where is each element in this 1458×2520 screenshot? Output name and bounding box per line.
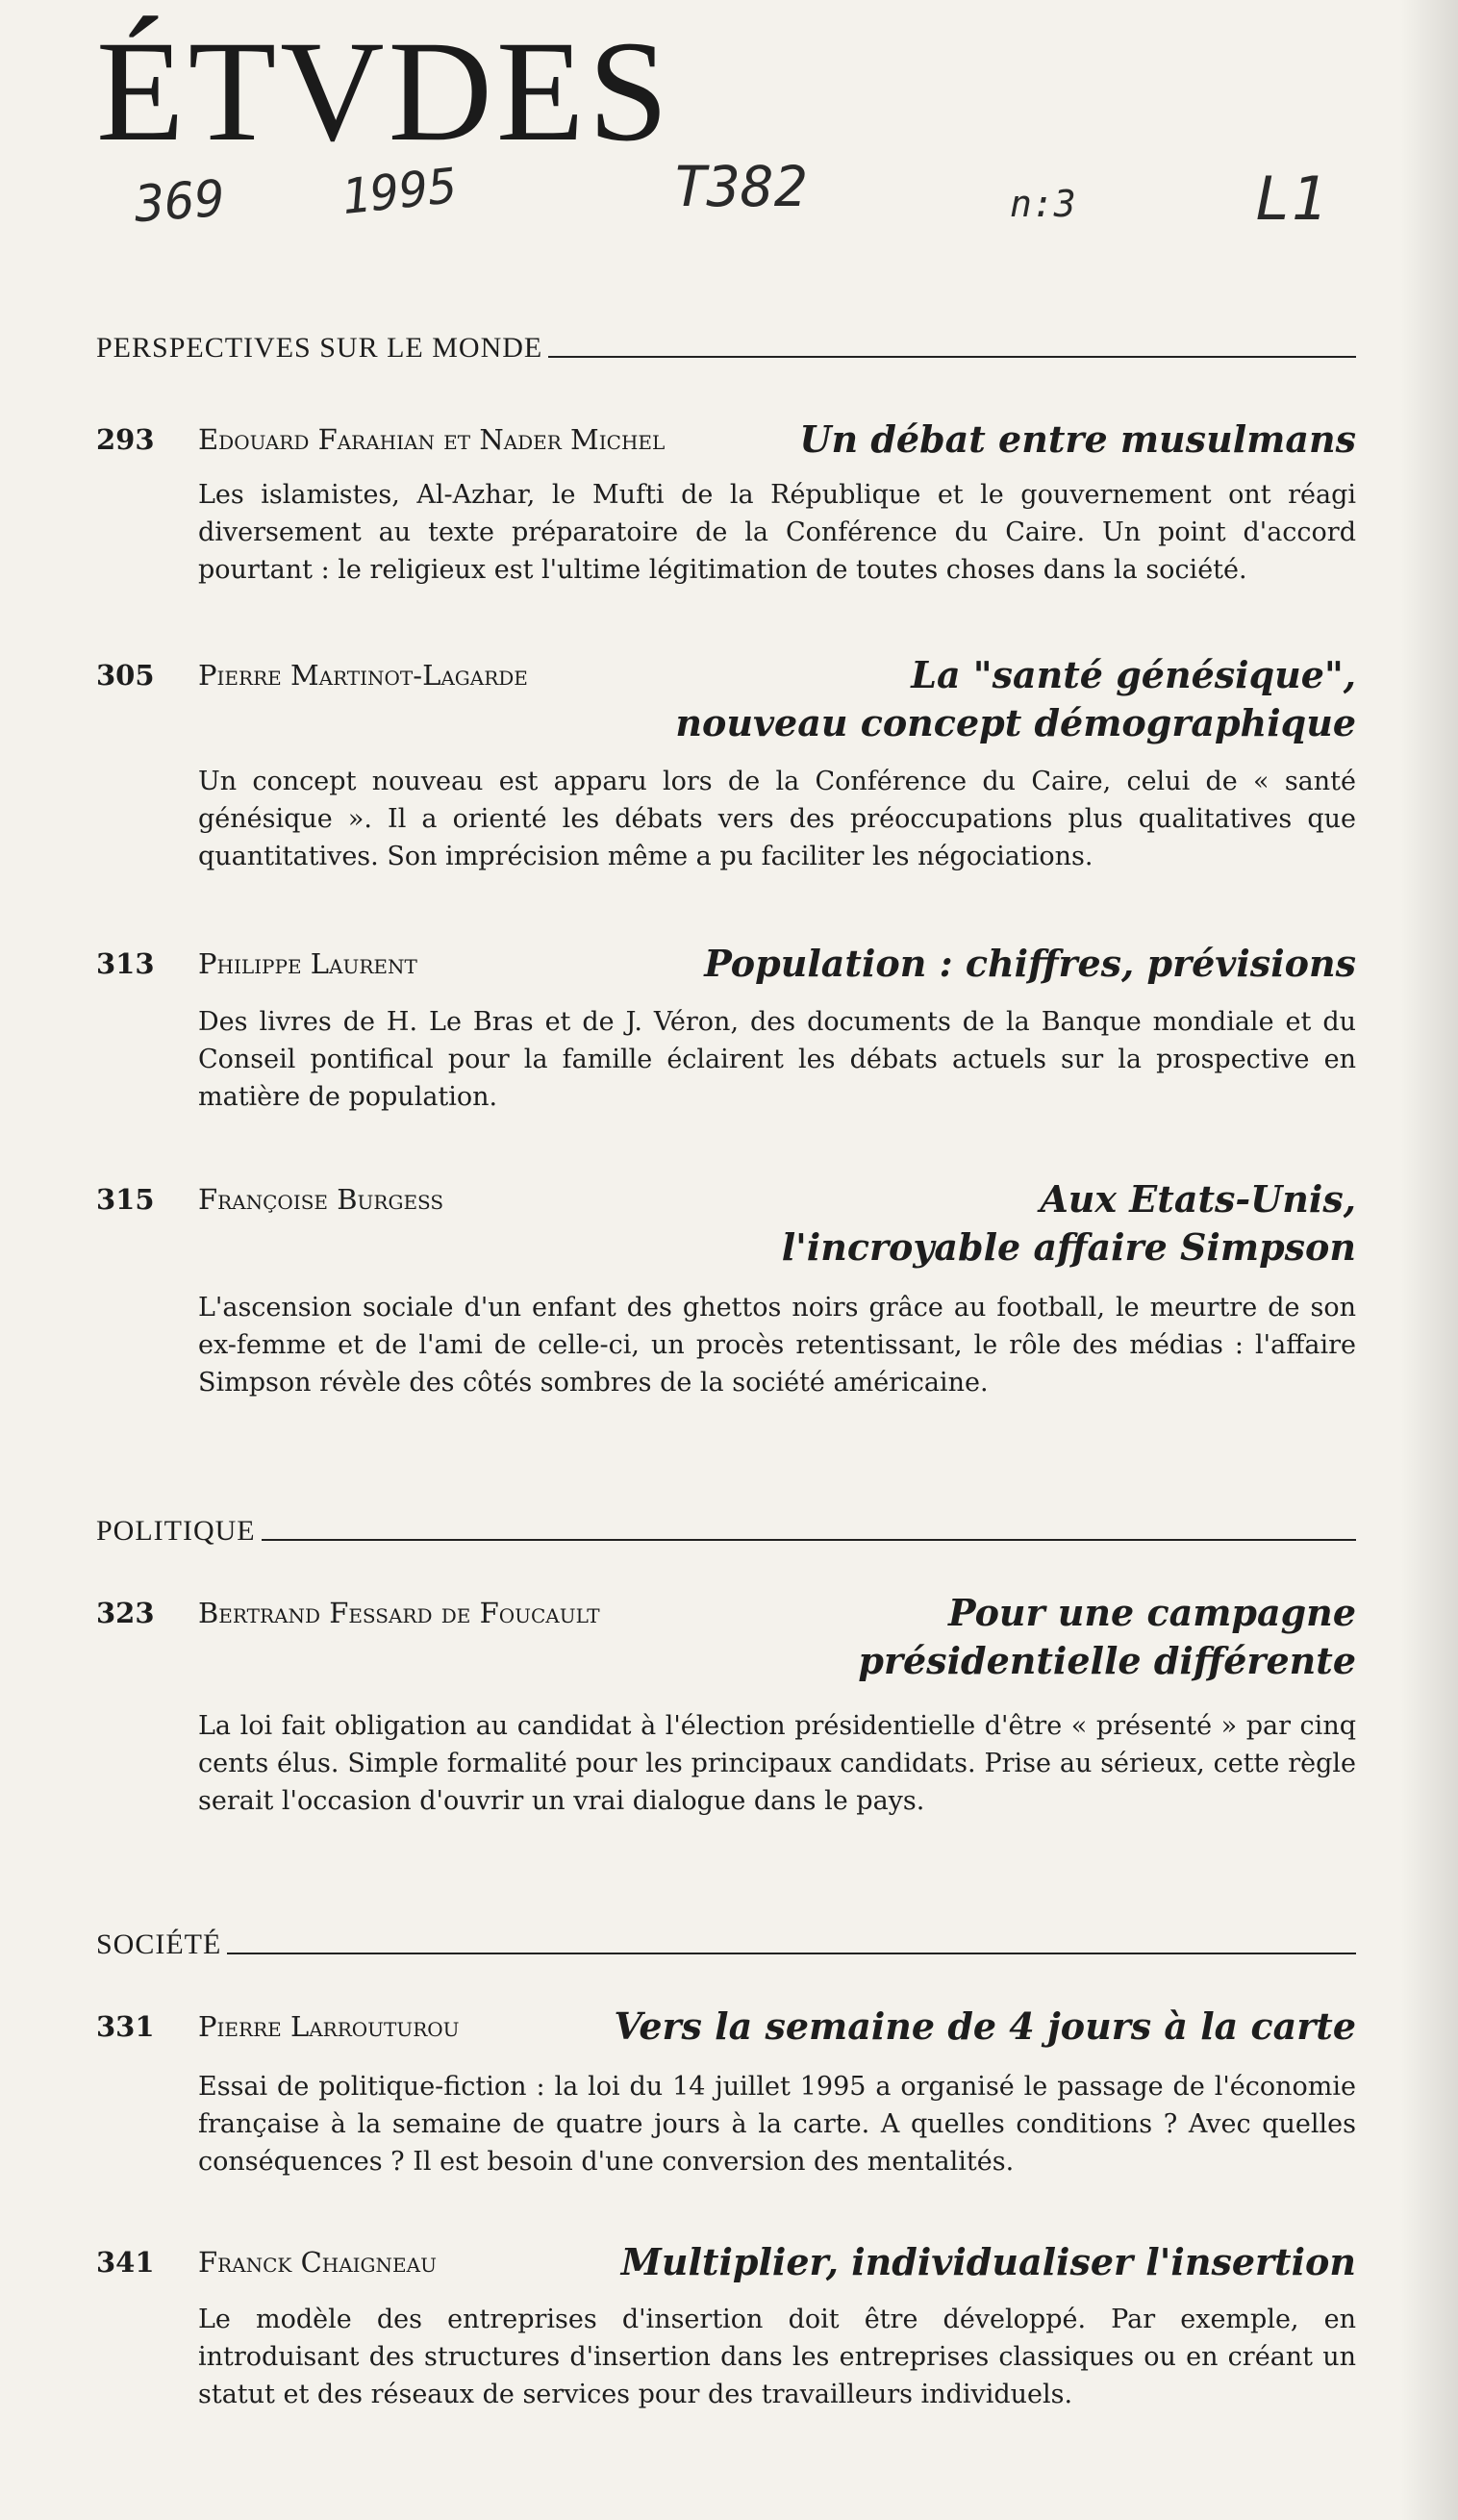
handwritten-note: T382 [673, 154, 808, 219]
article-author: Edouard Farahian et Nader Michel [198, 423, 666, 456]
article-description: Des livres de H. Le Bras et de J. Véron, des documents de la Banque mondiale et du Conseil pontifical pour la famille éclairent les débats actuels sur la prospective en matière de population. [198, 1007, 1356, 1112]
section-heading-label: PERSPECTIVES SUR LE MONDE [96, 332, 543, 364]
handwritten-note: 1995 [339, 157, 461, 226]
article-author: Pierre Martinot-Lagarde [198, 659, 528, 692]
article-title: La "santé génésique", nouveau concept démographique [675, 653, 1356, 744]
article-author: Françoise Burgess [198, 1183, 444, 1216]
article-title: Multiplier, individualiser l'insertion [620, 2240, 1356, 2283]
section-heading [96, 1515, 1356, 1548]
page-number: 315 [96, 1183, 155, 1216]
journal-masthead: ÉTVDES [96, 12, 672, 171]
section-heading [96, 1928, 1356, 1961]
handwritten-note: L1 [1255, 164, 1327, 234]
article-author: Philippe Laurent [198, 947, 417, 980]
article-title: Aux Etats-Unis, l'incroyable affaire Simpson [781, 1177, 1356, 1269]
article-description: Un concept nouveau est apparu lors de la Conférence du Caire, celui de « santé génésique ». Il a orienté les débats vers des préoccupations plus qualitatives que quantitatives. Son imprécision même a pu faciliter les négociations. [198, 767, 1356, 871]
article-title: Pour une campagne présidentielle différente [858, 1591, 1356, 1682]
page-number: 323 [96, 1597, 155, 1629]
handwritten-annotations [0, 154, 1458, 250]
section-heading-label: SOCIÉTÉ [96, 1928, 222, 1960]
page-number: 341 [96, 2246, 155, 2279]
page-number: 305 [96, 659, 155, 692]
article-description: Les islamistes, Al-Azhar, le Mufti de la République et le gouvernement ont réagi diversement au texte préparatoire de la Conférence du Caire. Un point d'accord pourtant : le religieux est l'ultime légitimation de toutes choses dans la société. [198, 480, 1356, 585]
page-number: 331 [96, 2010, 155, 2043]
article-author: Bertrand Fessard de Foucault [198, 1597, 600, 1629]
handwritten-note: n:3 [1010, 183, 1076, 225]
article-title: Un débat entre musulmans [799, 417, 1356, 461]
article-title: Population : chiffres, prévisions [704, 942, 1356, 985]
page-number: 313 [96, 947, 155, 980]
article-author: Franck Chaigneau [198, 2246, 437, 2279]
article-description: Le modèle des entreprises d'insertion doit être développé. Par exemple, en introduisant des structures d'insertion dans les entreprises classiques ou en créant un statut et des réseaux de services pour des travailleurs individuels. [198, 2305, 1356, 2409]
article-description: L'ascension sociale d'un enfant des ghettos noirs grâce au football, le meurtre de son ex-femme et de l'ami de celle-ci, un procès retentissant, le rôle des médias : l'affaire Simpson révèle des côtés sombres de la société américaine. [198, 1293, 1356, 1398]
section-heading [96, 332, 1356, 365]
article-description: Essai de politique-fiction : la loi du 14 juillet 1995 a organisé le passage de l'économie française à la semaine de quatre jours à la carte. A quelles conditions ? Avec quelles conséquences ? Il est besoin d'une conversion des mentalités. [198, 2072, 1356, 2177]
page-number: 293 [96, 423, 155, 456]
section-heading-label: POLITIQUE [96, 1515, 256, 1547]
article-title: Vers la semaine de 4 jours à la carte [614, 2004, 1356, 2048]
handwritten-note: 369 [133, 169, 227, 235]
page-edge-shadow [1400, 0, 1458, 2520]
article-description: La loi fait obligation au candidat à l'élection présidentielle d'être « présenté » par cinq cents élus. Simple formalité pour les principaux candidats. Prise au sérieux, cette règle serait l'occasion d'ouvrir un vrai dialogue dans le pays. [198, 1711, 1356, 1816]
article-author: Pierre Larrouturou [198, 2010, 460, 2043]
